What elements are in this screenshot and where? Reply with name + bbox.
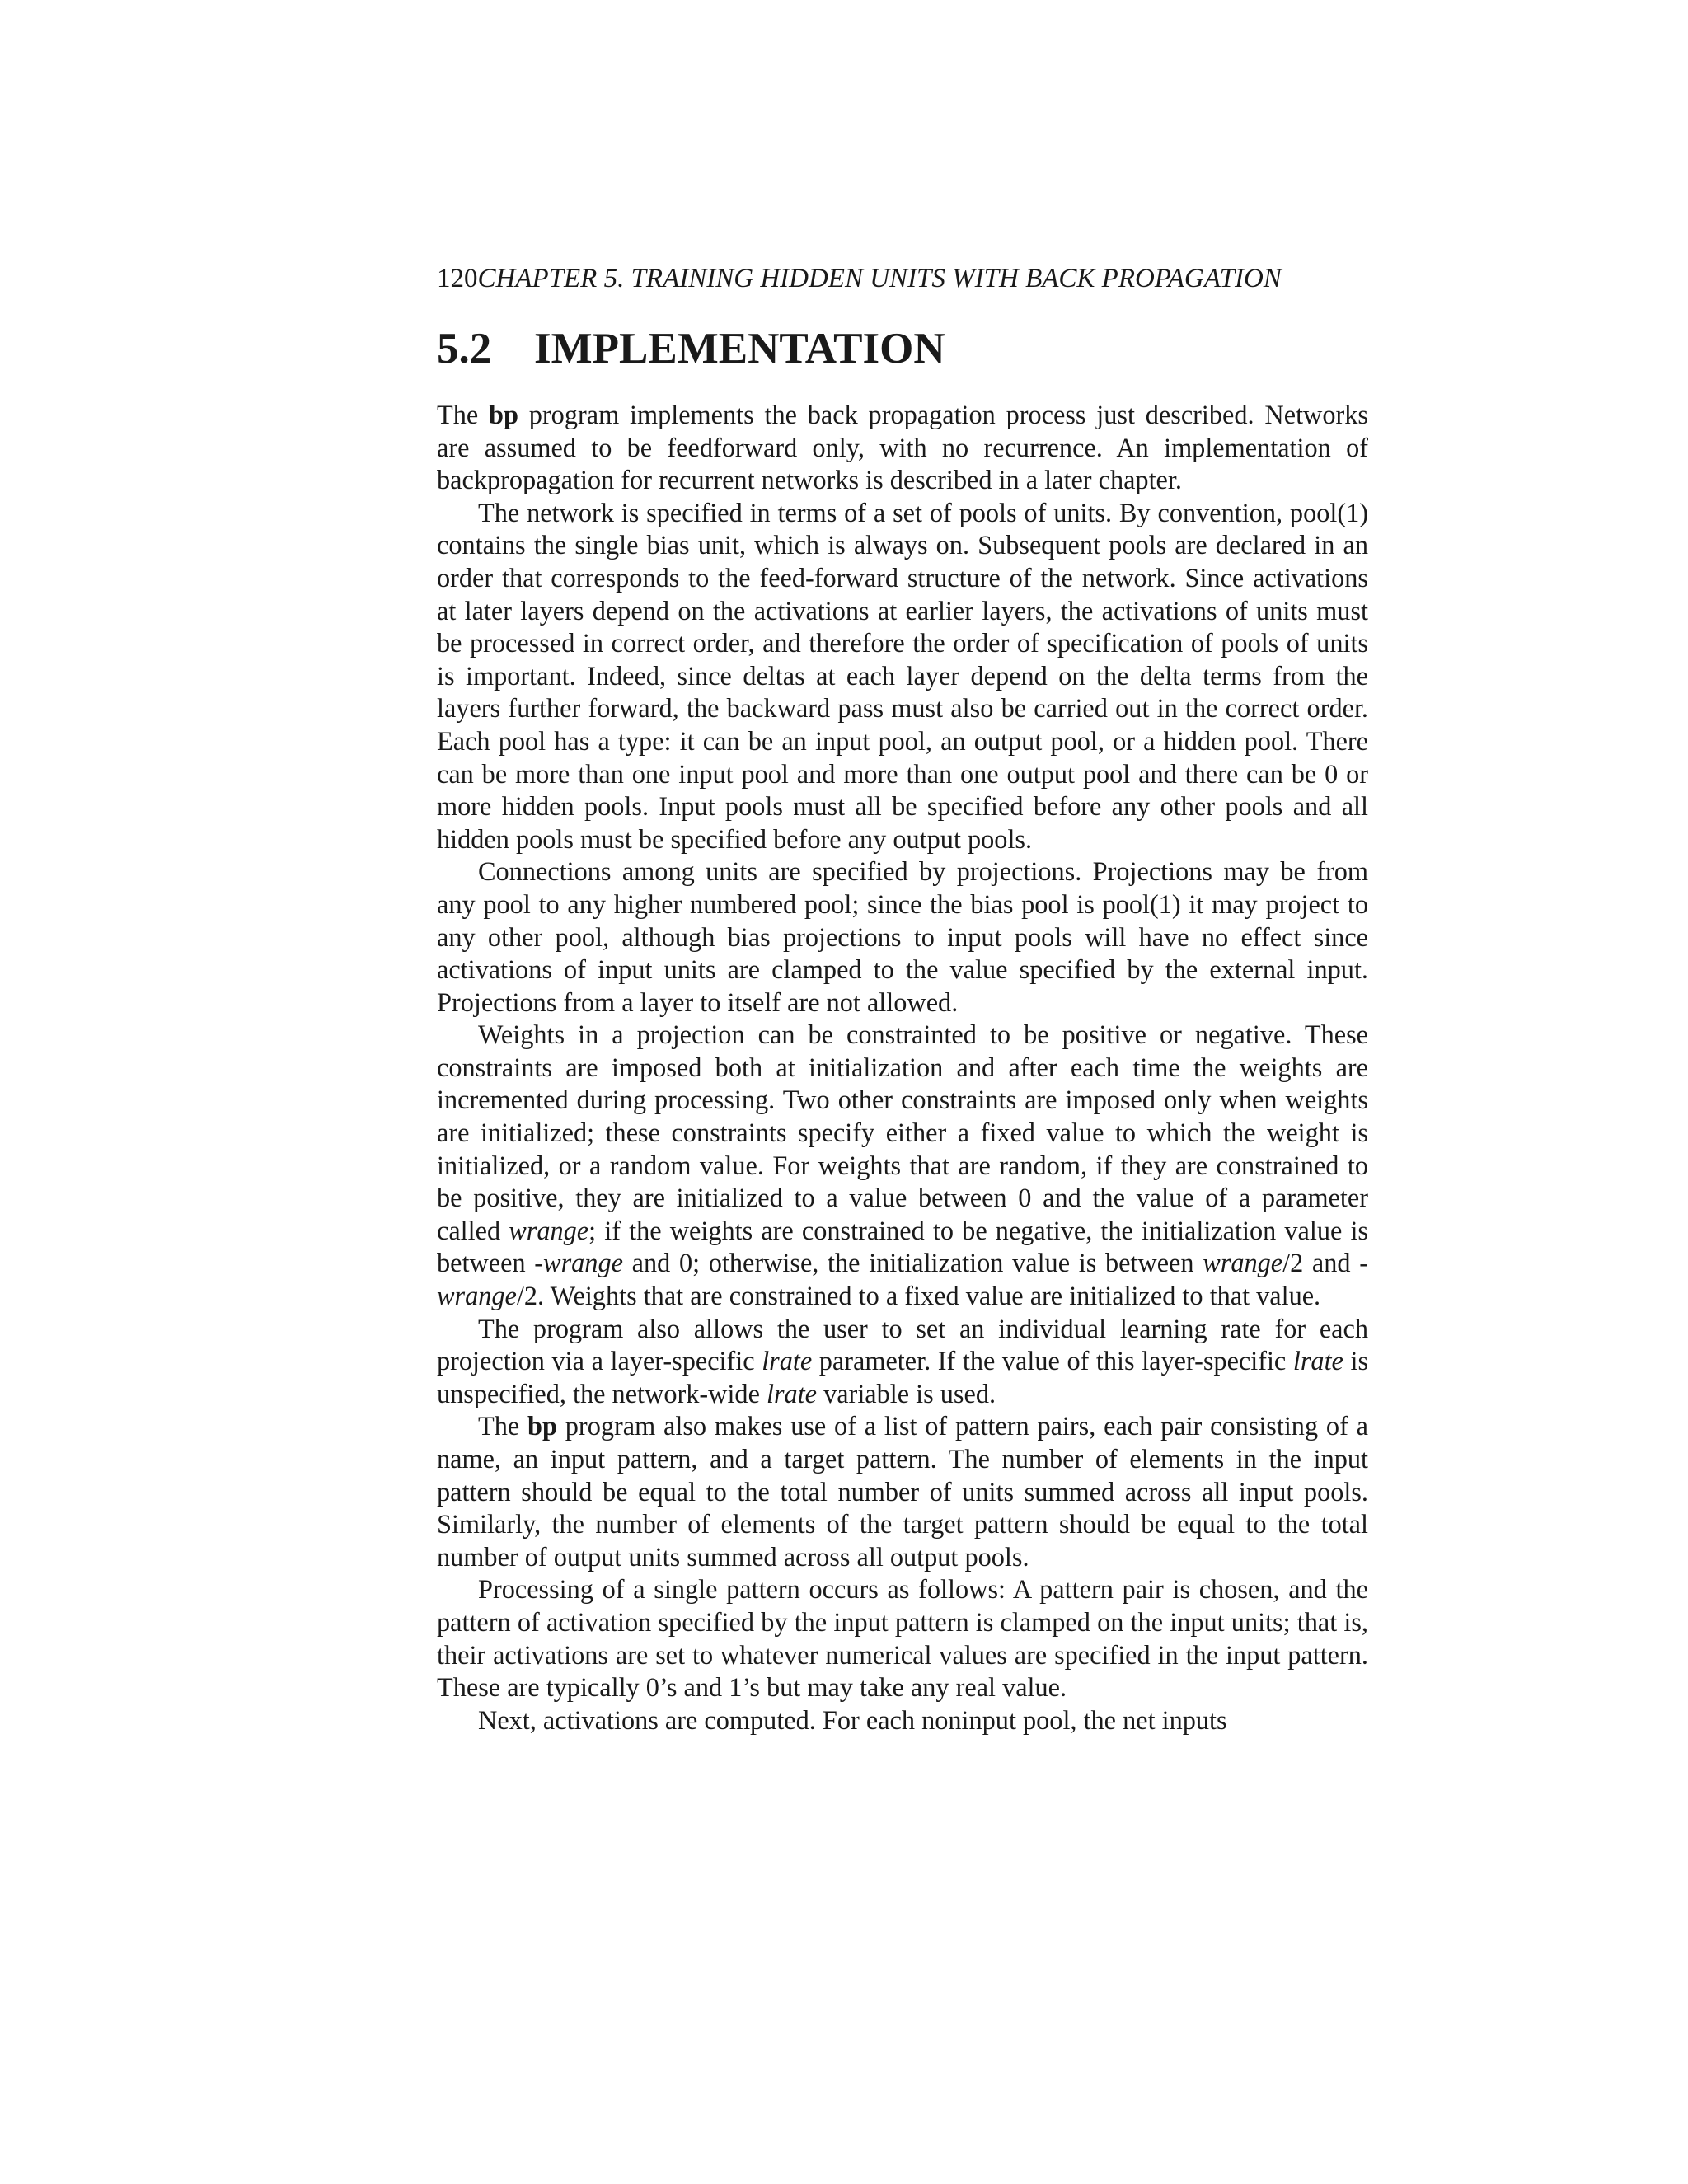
parameter-name: wrange xyxy=(1203,1248,1283,1278)
text-run: program implements the back propagation process just described. Networks are assumed to be feedforward only, with no recurrence. An implementation of backpropagation for recurrent networks is described in a later chapter. xyxy=(437,400,1368,495)
paragraph-3: Connections among units are specified by projections. Projections may be from any pool to any higher numbered pool; since the bias pool is pool(1) it may project to any other pool, although bias projections to input pools will have no effect since activations of input units are clamped to the value specified by the external input. Projections from a layer to itself are not allowed. xyxy=(437,856,1368,1017)
text-run: The program also allows the user to set an individual learning rate for each projection via a layer-specific xyxy=(437,1313,1368,1376)
program-name: bp xyxy=(528,1411,557,1441)
text-run: The xyxy=(437,400,490,429)
text-run: parameter. If the value of this layer-specific xyxy=(812,1346,1293,1376)
paragraph-1 xyxy=(437,399,1368,497)
text-run: is unspecified, the network-wide xyxy=(437,1346,1369,1408)
parameter-name: lrate xyxy=(767,1378,817,1408)
paragraph-8: Next, activations are computed. For each noninput pool, the net inputs xyxy=(478,1704,1227,1735)
paragraph-2: The network is specified in terms of a set of pools of units. By convention, pool(1) contains the single bias unit, which is always on. Subsequent pools are declared in an order that corresponds to the feed-forward structure of the network. Since activations at later layers depend on the activations at earlier layers, the activations of units must be processed in correct order, and therefore the order of specification of pools of units is important. Indeed, since deltas at each layer depend on the delta terms from the layers further forward, the backward pass must also be carried out in the correct order. Each pool has a type: it can be an input pool, an output pool, or a hidden pool. There can be more than one input pool and more than one output pool and there can be 0 or more hidden pools. Input pools must all be specified before any other pools and all hidden pools must be specified before any output pools. xyxy=(437,497,1368,854)
section-title: IMPLEMENTATION xyxy=(534,325,945,373)
running-head xyxy=(437,262,1385,295)
text-run: ; if the weights are constrained to be negative, the initialization value is between - xyxy=(437,1215,1368,1278)
paragraph-6 xyxy=(437,1410,1368,1573)
section-number: 5.2 xyxy=(437,325,492,373)
parameter-name: lrate xyxy=(762,1346,813,1376)
program-name: bp xyxy=(489,400,518,429)
page-number: 120 xyxy=(437,264,478,293)
text-run: The xyxy=(478,1411,528,1441)
paragraph-4 xyxy=(437,1019,1368,1312)
text-run: /2. Weights that are constrained to a fixed value are initialized to that value. xyxy=(516,1281,1321,1311)
parameter-name: wrange xyxy=(509,1215,589,1245)
paragraph-7: Processing of a single pattern occurs as follows: A pattern pair is chosen, and the pattern of activation specified by the input pattern is clamped on the input units; that is, their activations are set to whatever numerical values are specified in the input pattern. These are typically 0’s and 1’s but may take any real value. xyxy=(437,1574,1368,1703)
text-run: program also makes use of a list of pattern pairs, each pair consisting of a name, an input pattern, and a target pattern. The number of elements in the input pattern should be equal to the total number of units summed across all input pools. Similarly, the number of elements of the target pattern should be equal to the total number of output units summed across all output pools. xyxy=(437,1411,1368,1572)
text-run: /2 and - xyxy=(1282,1248,1368,1278)
parameter-name: wrange xyxy=(437,1281,517,1311)
text-run: and 0; otherwise, the initialization value is between xyxy=(622,1248,1203,1278)
parameter-name: lrate xyxy=(1292,1346,1343,1376)
chapter-title: CHAPTER 5. TRAINING HIDDEN UNITS WITH BACK PROPAGATION xyxy=(477,264,1282,293)
body-text xyxy=(437,399,1368,1736)
paragraph-5 xyxy=(437,1313,1368,1411)
section-heading xyxy=(437,323,1385,374)
parameter-name: wrange xyxy=(543,1248,623,1278)
text-run: Weights in a projection can be constrainted to be positive or negative. These constraints are imposed both at initialization and after each time the weights are incremented during processing. Two other constraints are imposed only when weights are initialized; these constraints specify either a fixed value to which the weight is initialized, or a random value. For weights that are random, if they are constrained to be positive, they are initialized to a value between 0 and the value of a parameter called xyxy=(437,1019,1368,1245)
text-run: variable is used. xyxy=(817,1378,996,1408)
